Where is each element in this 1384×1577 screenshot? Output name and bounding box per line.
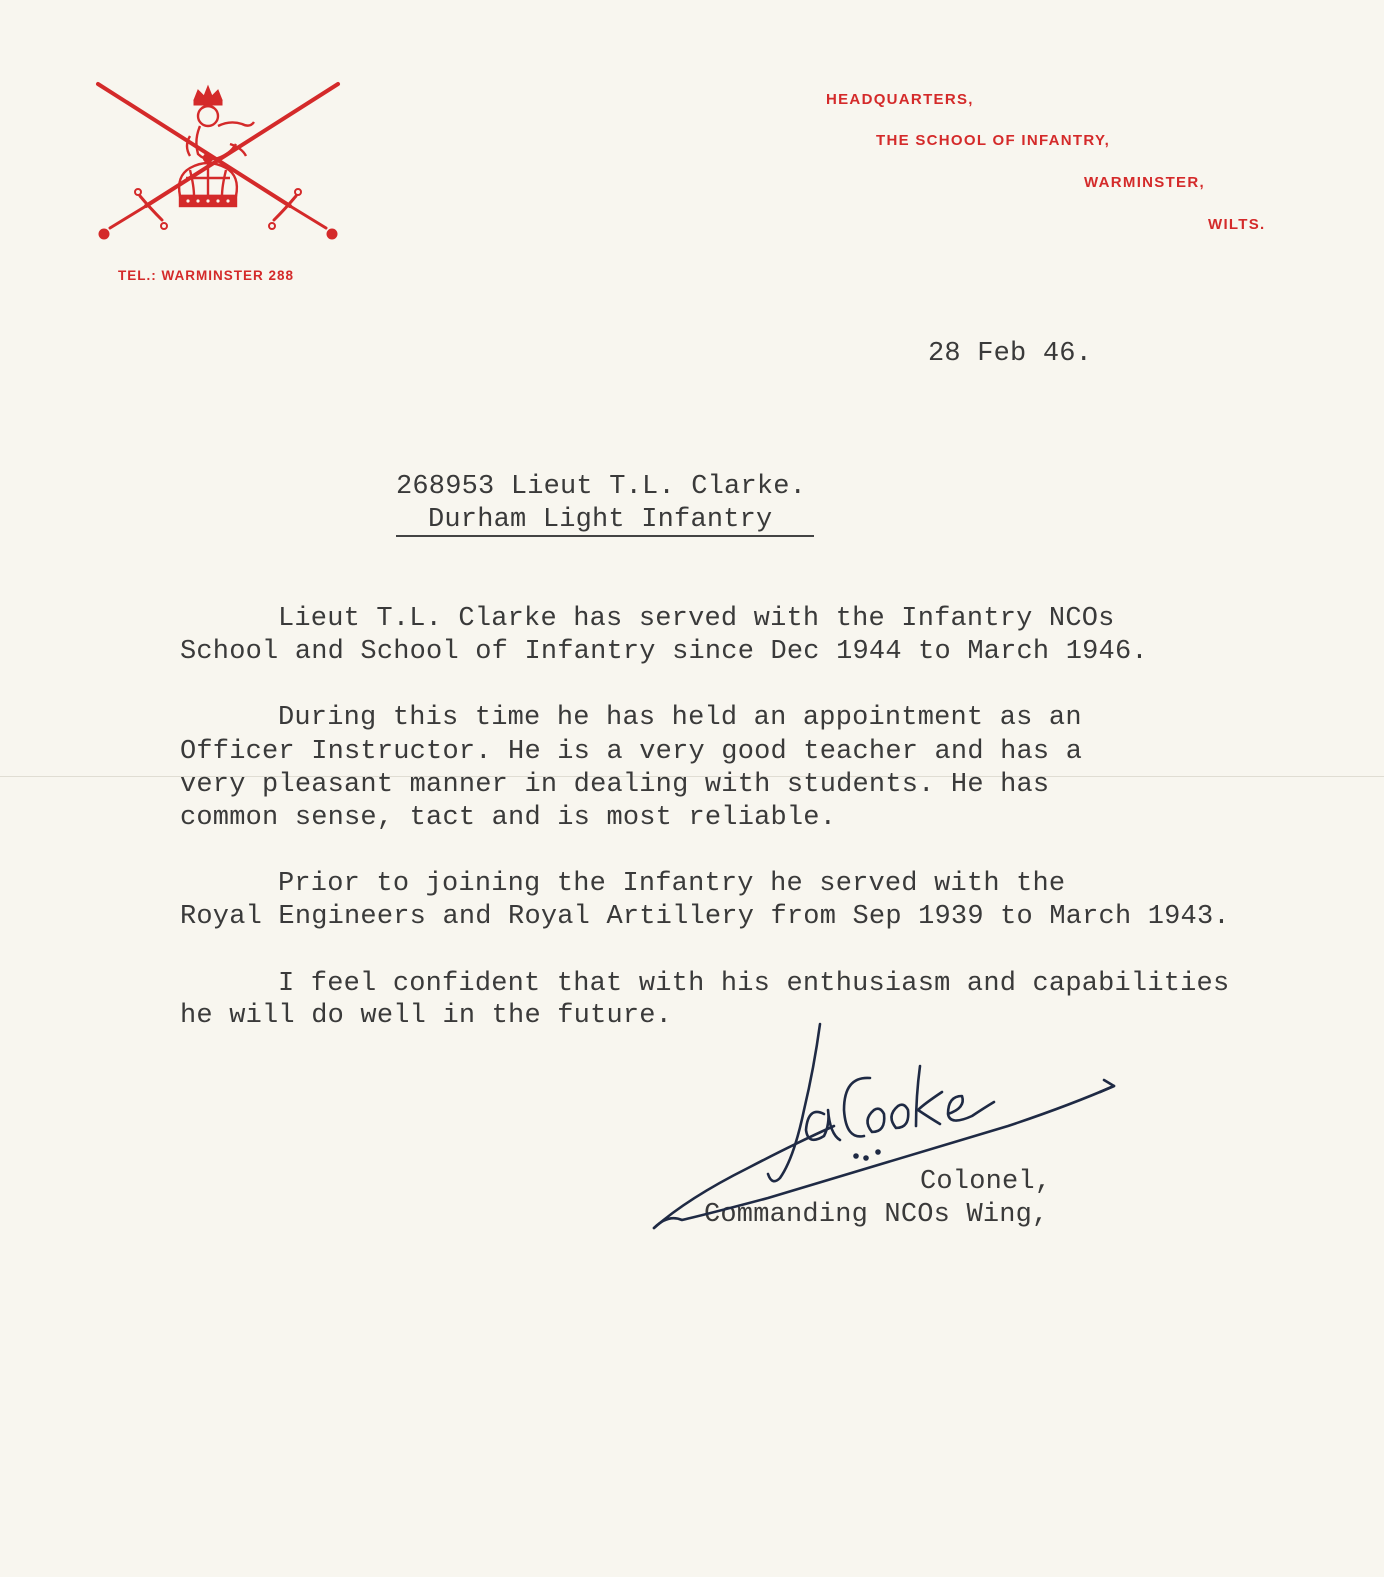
- signatory-rank: Colonel,: [920, 1167, 1052, 1197]
- body-p4-line-1: I feel confident that with his enthusiasm and capabilities: [278, 969, 1230, 999]
- subject-underline: [396, 535, 814, 537]
- army-crest-icon: [90, 78, 346, 250]
- body-p4-line-2: he will do well in the future.: [180, 1001, 673, 1031]
- handwritten-signature-icon: [648, 1018, 1123, 1234]
- letter-date: 28 Feb 46.: [928, 339, 1093, 369]
- body-p2-line-4: common sense, tact and is most reliable.: [180, 803, 837, 833]
- body-p1-line-1: Lieut T.L. Clarke has served with the Infantry NCOs: [278, 604, 1115, 634]
- body-p3-line-1: Prior to joining the Infantry he served with the: [278, 869, 1066, 899]
- body-p2-line-1: During this time he has held an appointment as an: [278, 703, 1082, 733]
- letterhead-address-line-1: HEADQUARTERS,: [826, 91, 974, 108]
- subject-line-1: 268953 Lieut T.L. Clarke.: [396, 472, 807, 502]
- body-p3-line-2: Royal Engineers and Royal Artillery from Sep 1939 to March 1943.: [180, 902, 1230, 932]
- letterhead-address-line-2: THE SCHOOL OF INFANTRY,: [876, 132, 1111, 149]
- letterhead-address-line-3: WARMINSTER,: [1084, 174, 1205, 191]
- signatory-title: Commanding NCOs Wing,: [704, 1200, 1049, 1230]
- body-p1-line-2: School and School of Infantry since Dec 1944 to March 1946.: [180, 637, 1148, 667]
- letterhead-telephone: TEL.: WARMINSTER 288: [118, 268, 295, 283]
- subject-line-2: Durham Light Infantry: [428, 505, 773, 535]
- body-p2-line-3: very pleasant manner in dealing with students. He has: [180, 770, 1050, 800]
- letterhead-address-line-4: WILTS.: [1208, 216, 1266, 233]
- body-p2-line-2: Officer Instructor. He is a very good teacher and has a: [180, 737, 1083, 767]
